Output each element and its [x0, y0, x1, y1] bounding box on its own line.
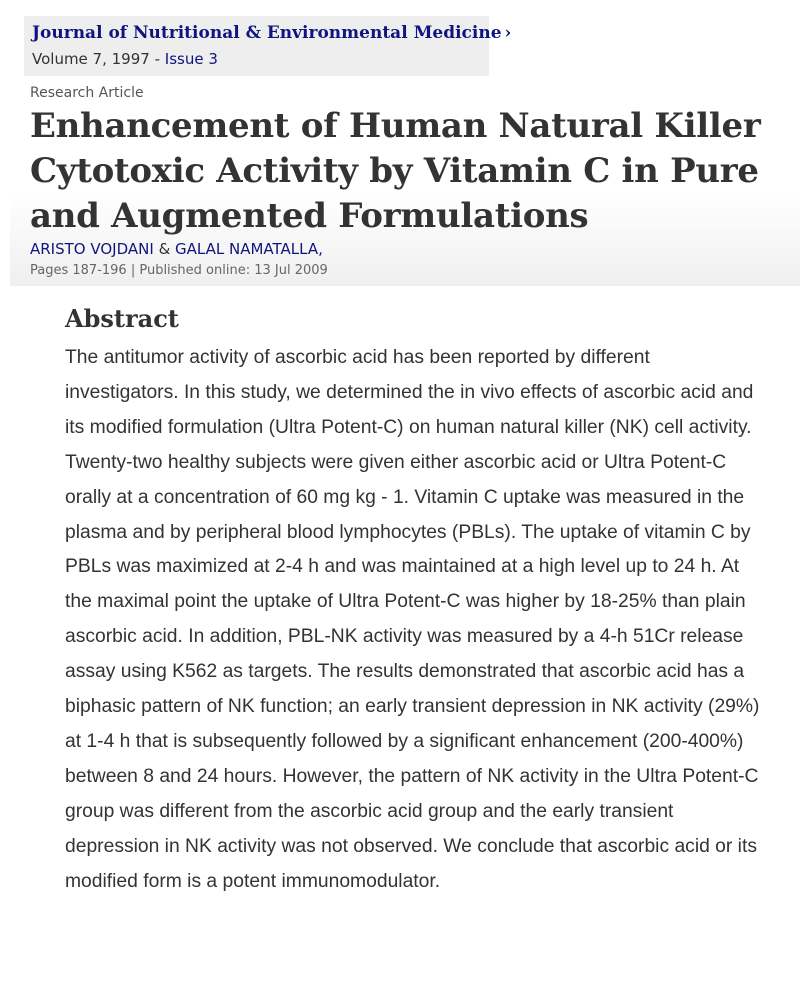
- article-title: Enhancement of Human Natural Killer Cytotoxic Activity by Vitamin C in Pure and Augmented Formulations: [30, 106, 761, 236]
- journal-link[interactable]: [32, 22, 512, 44]
- author-separator: &: [153, 240, 176, 258]
- article-type: Research Article: [30, 85, 144, 101]
- issue-link[interactable]: Issue 3: [164, 50, 218, 68]
- volume-text: Volume 7, 1997 -: [32, 50, 165, 68]
- author-link[interactable]: ARISTO VOJDANI: [30, 240, 154, 258]
- chevron-right-icon: ›: [504, 23, 512, 43]
- journal-info-box: [24, 16, 512, 76]
- article-meta: Pages 187-196 | Published online: 13 Jul 2009: [30, 263, 328, 278]
- abstract-text: The antitumor activity of ascorbic acid has been reported by different investigators. In this study, we determined the in vivo effects of ascorbic acid and its modified formulation (Ultra Potent-C) on human natural killer (NK) cell activity. Twenty-two healthy subjects were given either ascorbic acid or Ultra Potent-C orally at a concentration of 60 mg kg - 1. Vitamin C uptake was measured in the plasma and by peripheral blood lymphocytes (PBLs). The uptake of vitamin C by PBLs was maximized at 2-4 h and was maintained at a high level up to 24 h. At the maximal point the uptake of Ultra Potent-C was higher by 18-25% than plain ascorbic acid. In addition, PBL-NK activity was measured by a 4-h 51Cr release assay using K562 as targets. The results demonstrated that ascorbic acid has a biphasic pattern of NK function; an early transient depression in NK activity (29%) at 1-4 h that is subsequently followed by a significant enhancement (200-400%) between 8 and 24 hours. However, the pattern of NK activity in the Ultra Potent-C group was different from the ascorbic acid group and the early transient depression in NK activity was not observed. We conclude that ascorbic acid or its modified form is a potent immunomodulator.: [65, 347, 760, 892]
- journal-name: Journal of Nutritional & Environmental Medicine: [32, 23, 502, 43]
- volume-issue: [32, 48, 489, 70]
- author-link[interactable]: GALAL NAMATALLA,: [175, 240, 323, 258]
- author-list: [30, 239, 323, 259]
- abstract-heading: Abstract: [65, 304, 179, 333]
